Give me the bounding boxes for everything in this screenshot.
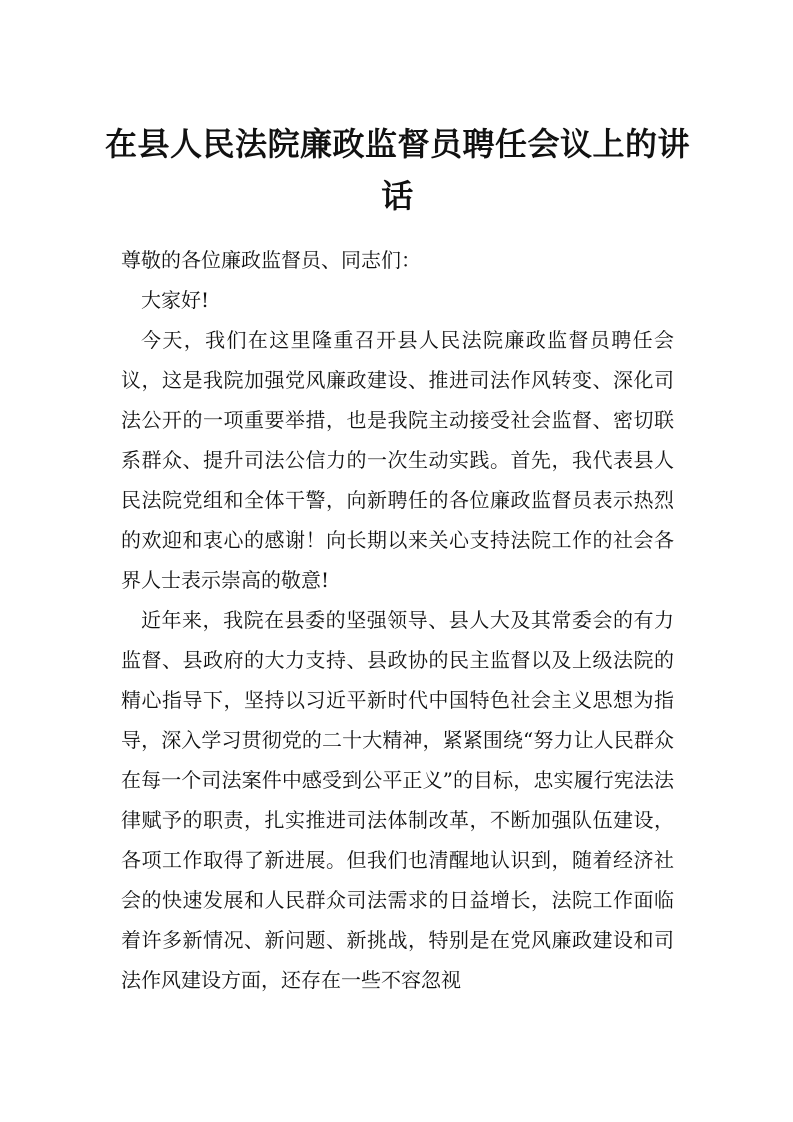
paragraph-1: 今天，我们在这里隆重召开县人民法院廉政监督员聘任会议，这是我院加强党风廉政建设、推进司法作风转变、深化司法公开的一项重要举措，也是我院主动接受社会监督、密切联系群众、提升司法公信力的一次生动实践。首先，我代表县人民法院党组和全体干警，向新聘任的各位廉政监督员表示热烈的欢迎和衷心的感谢！向长期以来关心支持法院工作的社会各界人士表示崇高的敬意!: [121, 328, 674, 592]
salutation: 尊敬的各位廉政监督员、同志们：: [121, 248, 421, 272]
paragraph-2: 近年来，我院在县委的坚强领导、县人大及其常委会的有力监督、县政府的大力支持、县政协的民主监督以及上级法院的精心指导下，坚持以习近平新时代中国特色社会主义思想为指导，深入学习贯彻党的二十大精神，紧紧围绕“努力让人民群众在每一个司法案件中感受到公平正义”的目标，忠实履行宪法法律赋予的职责，扎实推进司法体制改革，不断加强队伍建设，各项工作取得了新进展。但我们也清醒地认识到，随着经济社会的快速发展和人民群众司法需求的日益增长，法院工作面临着许多新情况、新问题、新挑战，特别是在党风廉政建设和司法作风建设方面，还存在一些不容忽视: [121, 608, 674, 992]
document-title: 在县人民法院廉政监督员聘任会议上的讲话: [104, 125, 690, 215]
greeting: 大家好!: [141, 288, 210, 312]
document-body: [121, 240, 674, 1000]
